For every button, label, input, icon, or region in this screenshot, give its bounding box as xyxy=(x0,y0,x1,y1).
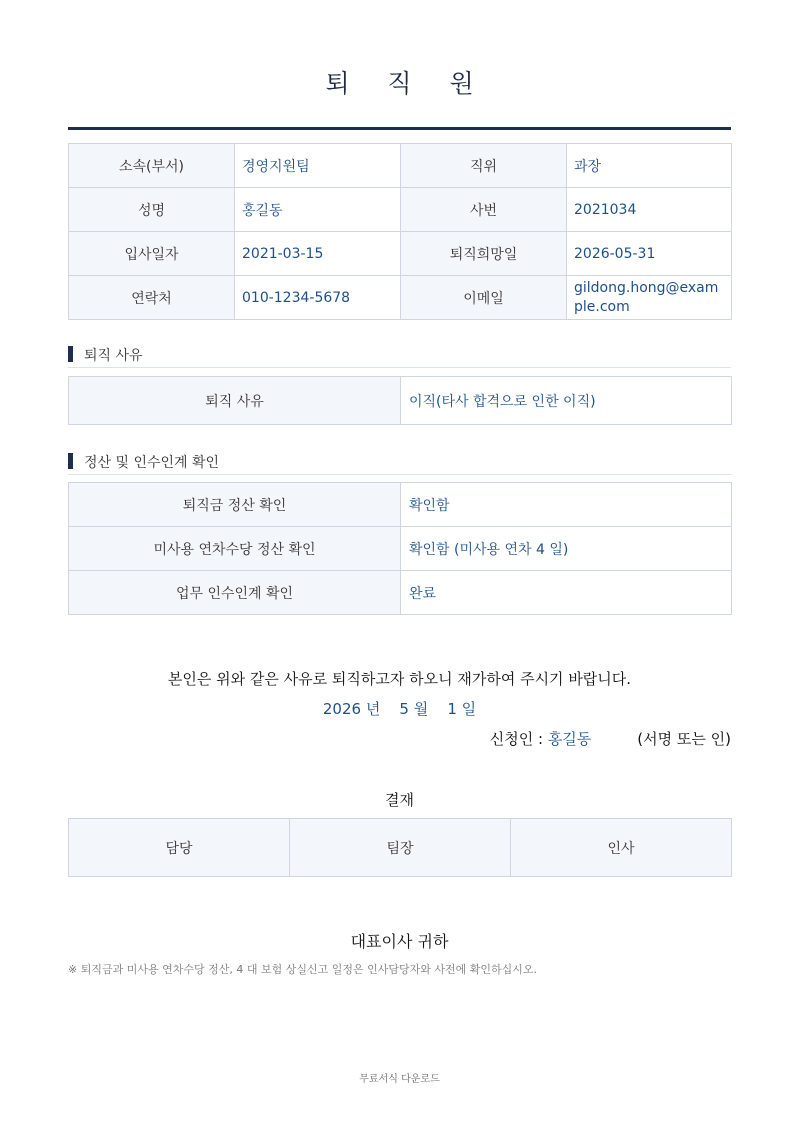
settlement-section-heading xyxy=(68,452,731,475)
addressee: 대표이사 귀하 xyxy=(350,932,449,951)
title-divider xyxy=(68,127,731,130)
employee-id-value: 2021034 xyxy=(567,188,732,232)
section-marker xyxy=(68,453,73,469)
date-year-unit: 년 xyxy=(365,700,381,718)
position-label: 직위 xyxy=(401,144,567,188)
phone-label: 연락처 xyxy=(69,276,235,320)
section-marker xyxy=(68,346,73,362)
table-row xyxy=(69,377,732,425)
reason-section-heading xyxy=(68,345,731,368)
section-title: 정산 및 인수인계 확인 xyxy=(84,455,220,471)
phone-value: 010-1234-5678 xyxy=(235,276,401,320)
table-row xyxy=(69,819,732,877)
approval-cell-staff: 담당 xyxy=(69,819,290,877)
approval-table xyxy=(68,818,732,877)
approval-title: 결재 xyxy=(385,791,414,809)
applicant-line xyxy=(490,728,731,749)
hire-date-value: 2021-03-15 xyxy=(235,232,401,276)
section-title: 퇴직 사유 xyxy=(84,348,143,364)
date-month-unit: 월 xyxy=(413,700,429,718)
table-row xyxy=(69,527,732,571)
application-date xyxy=(68,698,731,719)
approval-cell-team-lead: 팀장 xyxy=(290,819,511,877)
date-day: 1 xyxy=(447,700,457,718)
position-value: 과장 xyxy=(567,144,732,188)
date-day-unit: 일 xyxy=(461,700,477,718)
approval-cell-hr: 인사 xyxy=(511,819,732,877)
footer-text: 무료서식 다운로드 xyxy=(359,1074,440,1085)
handover-value: 완료 xyxy=(401,571,732,615)
employee-id-label: 사번 xyxy=(401,188,567,232)
document-title: 퇴 직 원 xyxy=(325,69,489,98)
table-row xyxy=(69,188,732,232)
hire-date-label: 입사일자 xyxy=(69,232,235,276)
table-row xyxy=(69,483,732,527)
severance-label: 퇴직금 정산 확인 xyxy=(69,483,401,527)
date-month: 5 xyxy=(399,700,409,718)
reason-label: 퇴직 사유 xyxy=(69,377,401,425)
table-row xyxy=(69,571,732,615)
signature-note: (서명 또는 인) xyxy=(637,730,731,748)
resign-date-value: 2026-05-31 xyxy=(567,232,732,276)
statement-text: 본인은 위와 같은 사유로 퇴직하고자 하오니 재가하여 주시기 바랍니다. xyxy=(167,670,632,688)
settlement-table xyxy=(68,482,732,615)
table-row xyxy=(69,276,732,320)
name-value: 홍길동 xyxy=(235,188,401,232)
footnote: ※ 퇴직금과 미사용 연차수당 정산, 4 대 보험 상실신고 일정은 인사담당자와 사전에 확인하십시오. xyxy=(68,963,537,976)
department-label: 소속(부서) xyxy=(69,144,235,188)
email-label: 이메일 xyxy=(401,276,567,320)
date-year: 2026 xyxy=(322,700,362,718)
table-row xyxy=(69,232,732,276)
name-label: 성명 xyxy=(69,188,235,232)
severance-value: 확인함 xyxy=(401,483,732,527)
reason-value: 이직(타사 합격으로 인한 이직) xyxy=(401,377,732,425)
applicant-name: 홍길동 xyxy=(547,730,592,748)
leave-pay-label: 미사용 연차수당 정산 확인 xyxy=(69,527,401,571)
resign-date-label: 퇴직희망일 xyxy=(401,232,567,276)
department-value: 경영지원팀 xyxy=(235,144,401,188)
employee-info-table xyxy=(68,143,732,320)
leave-pay-value: 확인함 (미사용 연차 4 일) xyxy=(401,527,732,571)
email-value: gildong.hong@example.com xyxy=(567,276,732,320)
applicant-label: 신청인 : xyxy=(489,730,544,748)
table-row xyxy=(69,144,732,188)
reason-table xyxy=(68,376,732,425)
handover-label: 업무 인수인계 확인 xyxy=(69,571,401,615)
